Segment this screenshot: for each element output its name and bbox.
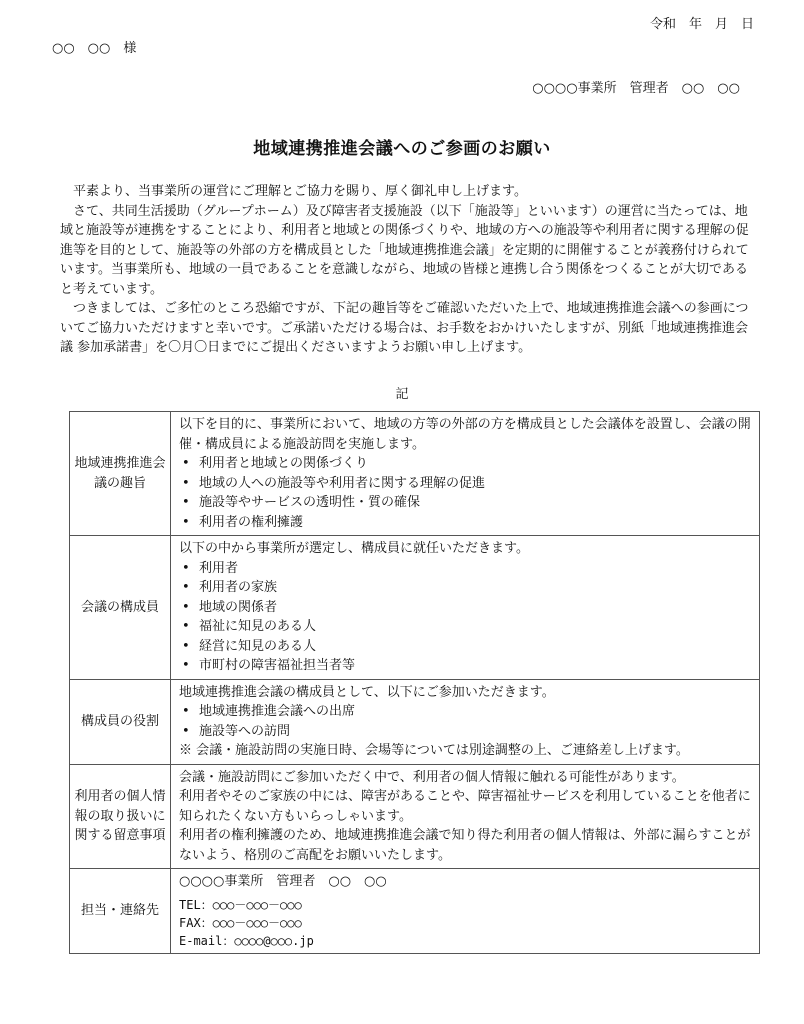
- recipient-name: ○○ ○○ 様: [52, 41, 137, 56]
- contact-content: [171, 869, 760, 954]
- purpose-label: 地域連携推進会議の趣旨: [70, 412, 171, 536]
- list-item: • 利用者の権利擁護: [179, 513, 753, 533]
- table-row-role: [70, 679, 760, 764]
- contact-person: ○○○○事業所 管理者 ○○ ○○: [179, 874, 387, 889]
- table-row-contact: [70, 869, 760, 954]
- document-date: 令和 年 月 日: [649, 17, 754, 32]
- table-row-purpose: [70, 412, 760, 536]
- list-item: • 市町村の障害福祉担当者等: [179, 656, 753, 676]
- privacy-line-3: 利用者の権利擁護のため、地域連携推進会議で知り得た利用者の個人情報は、外部に漏らすことがないよう、格別のご高配をお願いいたします。: [179, 828, 751, 863]
- privacy-line-2: 利用者やそのご家族の中には、障害があることや、障害福祉サービスを利用していることを他者に知られたくない方もいらっしゃいます。: [179, 789, 751, 824]
- contact-fax: FAX：○○○－○○○－○○○: [179, 915, 302, 930]
- privacy-label: 利用者の個人情報の取り扱いに関する留意事項: [70, 764, 171, 869]
- document-title: 地域連携推進会議へのご参画のお願い: [253, 139, 551, 159]
- contact-email: E-mail：○○○○@○○○.jp: [179, 933, 314, 948]
- list-item: • 経営に知見のある人: [179, 637, 753, 657]
- list-item: • 地域の人への施設等や利用者に関する理解の促進: [179, 474, 753, 494]
- list-item: • 利用者と地域との関係づくり: [179, 454, 753, 474]
- role-label: 構成員の役割: [70, 679, 171, 764]
- role-note: ※ 会議・施設訪問の実施日時、会場等については別途調整の上、ご連絡差し上げます。: [179, 743, 689, 758]
- purpose-content: [171, 412, 760, 536]
- body-paragraph-greeting: 平素より、当事業所の運営にご理解とご協力を賜り、厚く御礼申し上げます。: [73, 184, 527, 199]
- body-paragraph-background: さて、共同生活援助（グループホーム）及び障害者支援施設（以下「施設等」といいます）の運営に当たっては、地域と施設等が連携をすることにより、利用者と地域との関係づくりや、地域の方への施設等や利用者に関する理解の促進等を目的として、施設等の外部の方を構成員とした「地域連携推進会議」を定期的に開催することが義務付けられています。当事業所も、地域の一員であることを意識しながら、地域の皆様と連携し合う関係をつくることが大切であると考えています。: [60, 203, 749, 297]
- list-item: • 地域連携推進会議への出席: [179, 702, 753, 722]
- contact-label: 担当・連絡先: [70, 869, 171, 954]
- role-content: [171, 679, 760, 764]
- members-list: [179, 559, 753, 676]
- list-item: • 福祉に知見のある人: [179, 617, 753, 637]
- contact-tel: TEL：○○○－○○○－○○○: [179, 897, 302, 912]
- list-item: • 利用者: [179, 559, 753, 579]
- list-item: • 地域の関係者: [179, 598, 753, 618]
- privacy-content: [171, 764, 760, 869]
- privacy-line-1: 会議・施設訪問にご参加いただく中で、利用者の個人情報に触れる可能性があります。: [179, 769, 685, 785]
- role-list: [179, 702, 753, 741]
- list-item: • 利用者の家族: [179, 578, 753, 598]
- members-content: [171, 536, 760, 680]
- members-label: 会議の構成員: [70, 536, 171, 680]
- sender-name: ○○○○事業所 管理者 ○○ ○○: [532, 81, 740, 96]
- table-row-privacy: [70, 764, 760, 869]
- letter-body: [60, 182, 760, 358]
- details-table: [69, 411, 760, 954]
- list-item: • 施設等への訪問: [179, 722, 753, 742]
- list-item: • 施設等やサービスの透明性・質の確保: [179, 493, 753, 513]
- table-row-members: [70, 536, 760, 680]
- purpose-intro: 以下を目的に、事業所において、地域の方等の外部の方を構成員とした会議体を設置し、会議の開催・構成員による施設訪問を実施します。: [179, 417, 751, 452]
- members-intro: 以下の中から事業所が選定し、構成員に就任いただきます。: [179, 541, 529, 556]
- ki-heading: 記: [395, 387, 409, 402]
- body-paragraph-request: つきましては、ご多忙のところ恐縮ですが、下記の趣旨等をご確認いただいた上で、地域連携推進会議への参画についてご協力いただけますと幸いです。ご承諾いただける場合は、お手数をおかけいたしますが、別紙「地域連携推進会議 参加承諾書」を〇月〇日までにご提出くださいますようお願い申し上げます。: [60, 301, 749, 355]
- purpose-list: [179, 454, 753, 532]
- role-intro: 地域連携推進会議の構成員として、以下にご参加いただきます。: [179, 684, 555, 700]
